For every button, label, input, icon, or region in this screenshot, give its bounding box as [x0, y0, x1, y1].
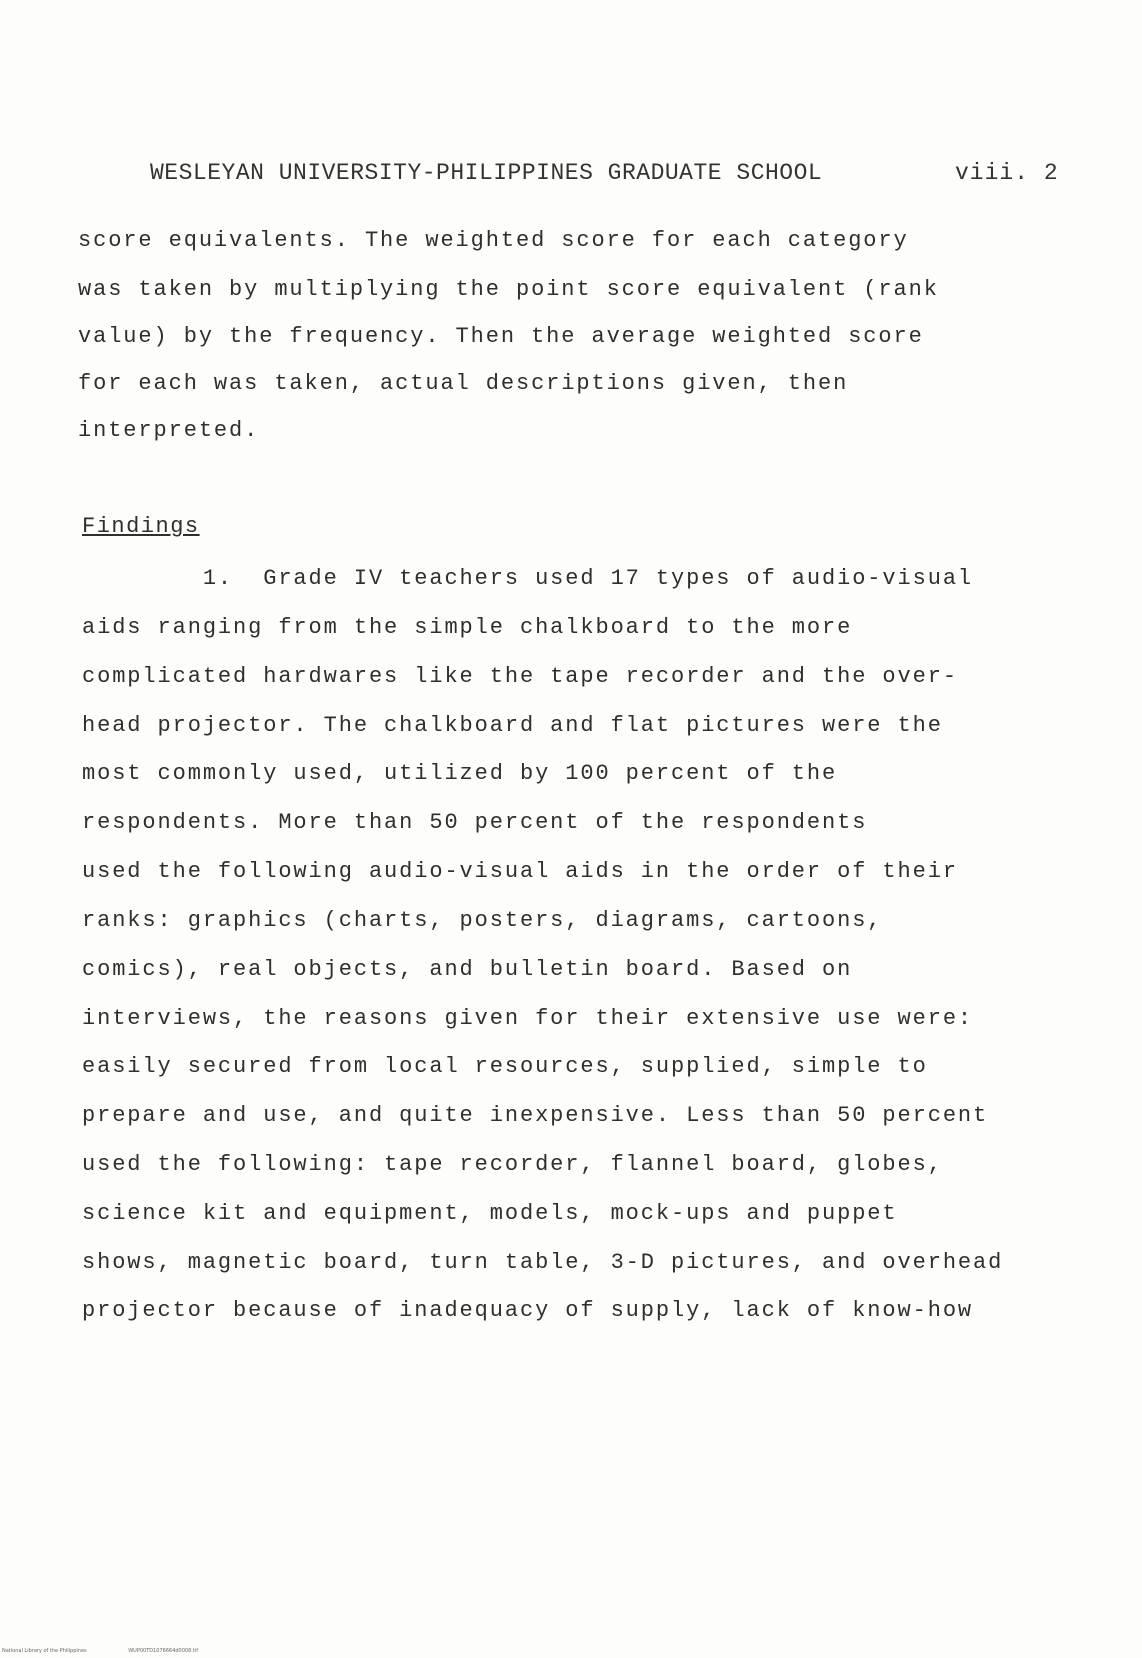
finding-line: used the following audio-visual aids in the order of their [82, 859, 958, 884]
footer-source: National Library of the Philippines [2, 1648, 87, 1654]
finding-line: easily secured from local resources, supplied, simple to [82, 1054, 928, 1079]
finding-line: prepare and use, and quite inexpensive. Less than 50 percent [82, 1103, 989, 1128]
finding-line: shows, magnetic board, turn table, 3-D pictures, and overhead [82, 1250, 1004, 1275]
finding-line: interviews, the reasons given for their extensive use were: [82, 1006, 974, 1031]
footer-file-id: WUP00TD1076664d0008.tif [128, 1648, 198, 1654]
page-header-title: WESLEYAN UNIVERSITY-PHILIPPINES GRADUATE SCHOOL [150, 160, 823, 186]
finding-line: aids ranging from the simple chalkboard to the more [82, 615, 853, 640]
intro-line: for each was taken, actual descriptions given, then [78, 371, 849, 396]
intro-line: interpreted. [78, 418, 260, 443]
scan-footer [2, 1648, 238, 1654]
finding-line: respondents. More than 50 percent of the respondents [82, 810, 868, 835]
finding-line: science kit and equipment, models, mock-ups and puppet [82, 1201, 898, 1226]
page-number: viii. 2 [955, 160, 1059, 186]
section-heading-findings: Findings [82, 514, 200, 539]
finding-line: projector because of inadequacy of supply, lack of know-how [82, 1298, 974, 1323]
finding-line: ranks: graphics (charts, posters, diagrams, cartoons, [82, 908, 883, 933]
finding-line: used the following: tape recorder, flannel board, globes, [82, 1152, 943, 1177]
finding-line: 1. Grade IV teachers used 17 types of audio-visual [82, 566, 974, 591]
finding-line: most commonly used, utilized by 100 percent of the [82, 761, 838, 786]
intro-line: score equivalents. The weighted score for each category [78, 228, 909, 253]
finding-line: comics), real objects, and bulletin board. Based on [82, 957, 853, 982]
finding-line: head projector. The chalkboard and flat pictures were the [82, 713, 943, 738]
finding-line: complicated hardwares like the tape recorder and the over- [82, 664, 958, 689]
intro-line: value) by the frequency. Then the average weighted score [78, 324, 924, 349]
intro-line: was taken by multiplying the point score equivalent (rank [78, 277, 939, 302]
